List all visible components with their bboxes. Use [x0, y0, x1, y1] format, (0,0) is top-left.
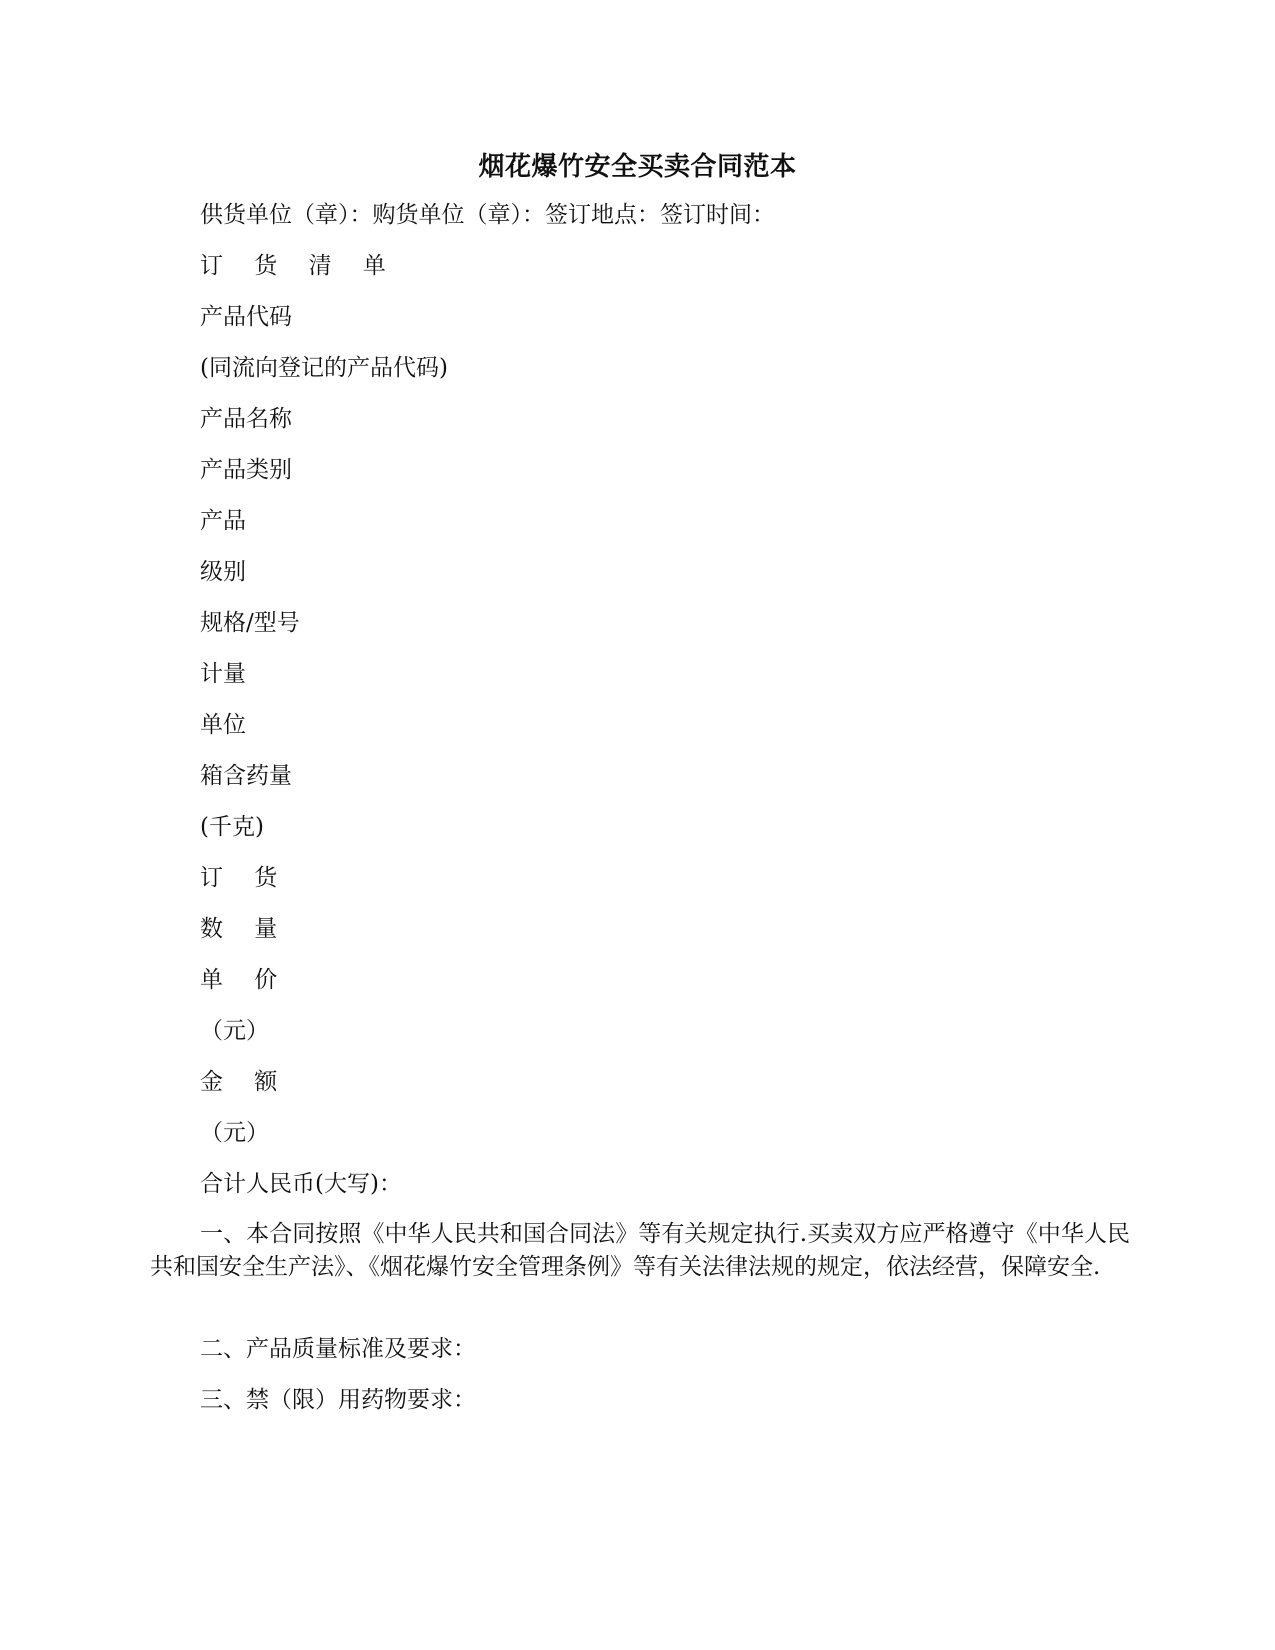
field-product-category: 产品类别: [200, 457, 292, 483]
field-unit: 单位: [200, 712, 246, 738]
header-line: 供货单位（章）：购货单位（章）：签订地点：签订时间：: [200, 202, 775, 228]
document-title: 烟花爆竹安全买卖合同范本: [478, 152, 797, 182]
clause-3: 三、禁（限）用药物要求：: [200, 1387, 476, 1413]
field-charge-per-box: 箱含药量: [200, 763, 292, 789]
field-unit-price-currency: （元）: [200, 1018, 269, 1044]
clause-2: 二、产品质量标准及要求：: [200, 1336, 476, 1362]
field-charge-unit: (千克): [200, 814, 264, 840]
field-order: 订 货: [200, 865, 290, 891]
field-measure: 计量: [200, 661, 246, 687]
field-amount-currency: （元）: [200, 1120, 269, 1146]
field-spec-model: 规格/型号: [200, 610, 300, 636]
field-product-name: 产品名称: [200, 406, 292, 432]
field-product: 产品: [200, 508, 246, 534]
field-unit-price: 单 价: [200, 967, 290, 993]
field-product-code-note: (同流向登记的产品代码): [200, 355, 448, 381]
field-amount: 金 额: [200, 1069, 290, 1095]
field-product-code: 产品代码: [200, 304, 292, 330]
clause-1: 一、本合同按照《中华人民共和国合同法》等有关规定执行.买卖双方应严格遵守《中华人民共和国安全生产法》、《烟花爆竹安全管理条例》等有关法律法规的规定，依法经营，保障安全.: [150, 1221, 1130, 1280]
field-grade: 级别: [200, 559, 246, 585]
order-list-heading: 订 货 清 单: [200, 253, 398, 279]
field-total-rmb: 合计人民币(大写)：: [200, 1171, 402, 1197]
field-quantity: 数 量: [200, 916, 290, 942]
